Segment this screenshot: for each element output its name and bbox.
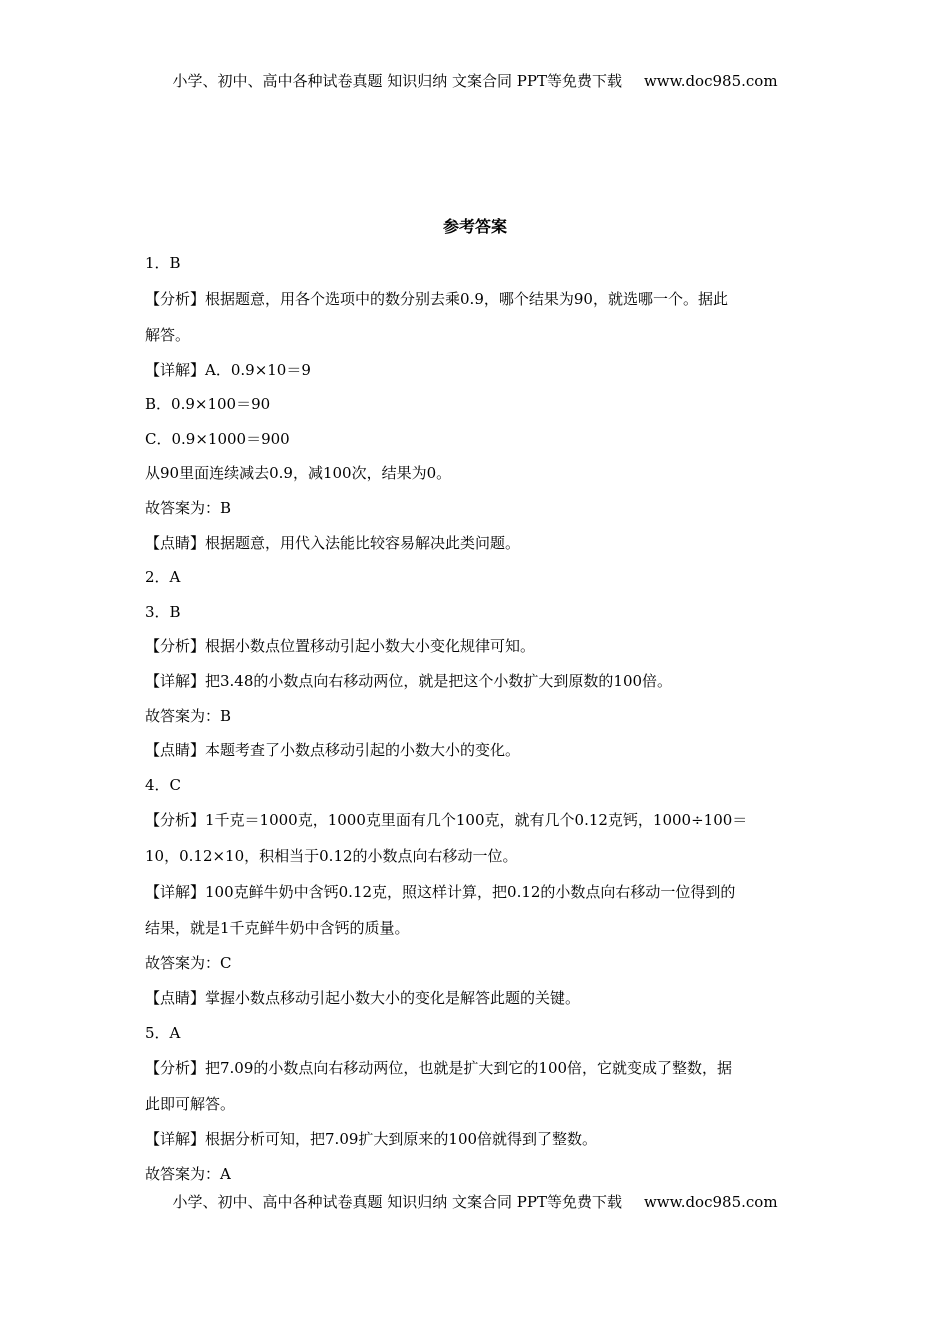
answer-line: 5．A [145,1023,181,1042]
answer-line: 4．C [145,775,182,794]
answer-line: 结果，就是1千克鲜牛奶中含钙的质量。 [145,919,410,938]
answer-line: 【分析】根据小数点位置移动引起小数大小变化规律可知。 [145,637,536,656]
page-footer [0,1191,950,1212]
answer-line: 【分析】根据题意，用各个选项中的数分别去乘0.9，哪个结果为90，就选哪一个。据此 [145,289,728,308]
answer-line: 从90里面连续减去0.9，减100次，结果为0。 [145,464,452,483]
footer-text: 小学、初中、高中各种试卷真题 知识归纳 文案合同 PPT等免费下载 [172,1193,622,1211]
page-header [0,70,950,91]
answer-line: 10，0.12×10，积相当于0.12的小数点向右移动一位。 [145,847,518,866]
answer-line: 2．A [145,568,181,587]
answer-line: C．0.9×1000＝900 [145,429,290,448]
answer-line: 故答案为：B [145,706,232,725]
answer-line: 【详解】100克鲜牛奶中含钙0.12克，照这样计算，把0.12的小数点向右移动一位得到的 [145,883,736,902]
answer-line: 故答案为：B [145,498,232,517]
answer-line: 此即可解答。 [145,1095,236,1114]
answer-line: 【点睛】本题考查了小数点移动引起的小数大小的变化。 [145,741,521,760]
answer-line: 【点睛】根据题意，用代入法能比较容易解决此类问题。 [145,533,521,552]
answer-line: B．0.9×100＝90 [145,395,271,414]
answer-line: 1．B [145,254,181,272]
answer-line: 【分析】1千克＝1000克，1000克里面有几个100克，就有几个0.12克钙，1000÷100＝ [145,811,748,830]
footer-site-link[interactable]: www.doc985.com [643,1193,778,1211]
answer-line: 故答案为：C [145,954,232,973]
answer-line: 故答案为：A [145,1164,231,1183]
page-title: 参考答案 [442,217,507,236]
answer-line: 3．B [145,602,181,621]
answer-line: 解答。 [145,325,191,344]
answer-line: 【分析】把7.09的小数点向右移动两位，也就是扩大到它的100倍，它就变成了整数，据 [145,1059,733,1078]
answer-line: 【详解】根据分析可知，把7.09扩大到原来的100倍就得到了整数。 [145,1130,598,1149]
answer-content [145,246,810,1191]
answer-line: 【详解】把3.48的小数点向右移动两位，就是把这个小数扩大到原数的100倍。 [145,671,673,690]
answer-line: 【点睛】掌握小数点移动引起小数大小的变化是解答此题的关键。 [145,988,581,1007]
answer-line: 【详解】A．0.9×10＝9 [145,360,311,379]
header-site-link[interactable]: www.doc985.com [643,72,778,90]
header-text: 小学、初中、高中各种试卷真题 知识归纳 文案合同 PPT等免费下载 [172,72,622,90]
